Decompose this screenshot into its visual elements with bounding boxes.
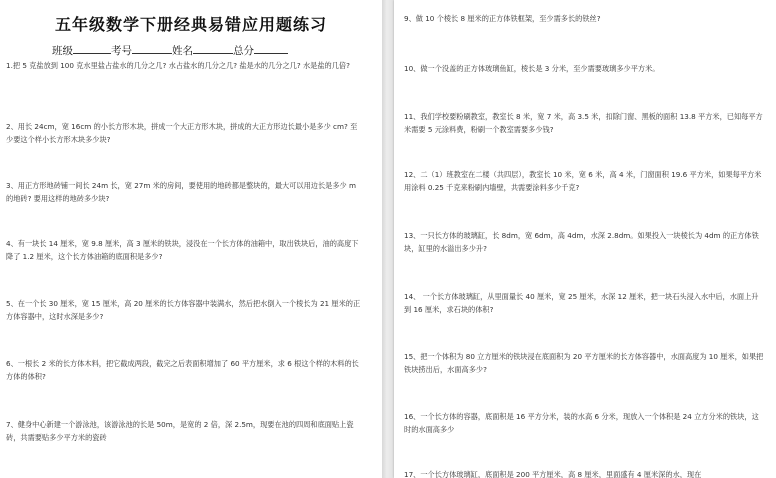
question-3: 3、用正方形地砖铺一间长 24m 长，宽 27m 米的房间，要使用的地砖都是整块的，最大可以用边长是多少 m 的地砖? 要用这样的地砖多少块? [6,181,356,203]
question-13: 13、一只长方体的玻璃缸，长 8dm，宽 6dm，高 4dm，水深 2.8dm。如果投入一块棱长为 4dm 的正方体铁块，缸里的水溢出多少升? [404,231,759,253]
question-9: 9、做 10 个棱长 8 厘米的正方体铁框架，至少需多长的铁丝? [404,14,601,23]
question-2: 2、用长 24cm，宽 16cm 的小长方形木块，拼成一个大正方形木块，拼成的大正方形边长最小是多少 cm? 至少要这个样小长方形木块多少块? [6,122,358,144]
question-1: 1.把 5 克盐放到 100 克水里盐占盐水的几分之几? 水占盐水的几分之几? 盐是水的几分之几? 水是盐的几倍? [6,61,350,70]
score-label: 总分 [233,45,254,57]
question-17: 17、一个长方体玻璃缸，底面积是 200 平方厘米，高 8 厘米，里面盛有 4 厘米深的水，现在 [404,470,702,478]
score-blank [254,42,288,54]
page-1 [0,0,382,478]
question-10: 10、做一个没盖的正方体玻璃鱼缸，棱长是 3 分米，至少需要玻璃多少平方米。 [404,64,660,73]
page-title: 五年级数学下册经典易错应用题练习 [54,15,327,34]
question-4: 4、有一块长 14 厘米，宽 9.8 厘米，高 3 厘米的铁块，浸没在一个长方体的油箱中，取出铁块后，油的高度下降了 1.2 厘米，这个长方体油箱的底面积是多少? [6,239,359,261]
class-label: 班级 [52,45,73,57]
name-blank [193,42,233,54]
question-5: 5、在一个长 30 厘米，宽 15 厘米，高 20 厘米的长方体容器中装满水，然后把水倒入一个棱长为 21 厘米的正方体容器中，这时水深是多少? [6,299,361,321]
question-16: 16、一个长方体的容器，底面积是 16 平方分米，装的水高 6 分米，现放入一个体积是 24 立方分米的铁块，这时的水面高多少 [404,412,759,434]
name-label: 姓名 [172,45,193,57]
number-label: 考号 [111,45,132,57]
number-blank [132,42,172,54]
question-14: 14、 一个长方体玻璃缸，从里面量长 40 厘米，宽 25 厘米，水深 12 厘米，把一块石头浸入水中后，水面上升到 16 厘米，求石块的体积? [404,292,759,314]
question-15: 15、把一个体积为 80 立方厘米的铁块浸在底面积为 20 平方厘米的长方体容器中，水面高度为 10 厘米，如果把铁块捞出后，水面高多少? [404,352,764,374]
student-info-line [52,42,288,58]
class-blank [73,42,111,54]
question-12: 12、二（1）班教室在二楼（共四层），教室长 10 米，宽 6 米，高 4 米，门窗面积 19.6 平方米，如果每平方米用涂料 0.25 千克来粉刷内墙壁，共需要涂料多少千克? [404,170,762,192]
question-11: 11、我们学校要粉刷教室，教室长 8 米，宽 7 米，高 3.5 米，扣除门窗、黑板的面积 13.8 平方米，已知每平方米需要 5 元涂料费，粉刷一个教室需要多少钱? [404,112,763,134]
page-2 [394,0,776,478]
question-7: 7、健身中心新建一个游泳池，该游泳池的长是 50m，是宽的 2 倍，深 2.5m，现要在池的四周和底面贴上瓷砖，共需要贴多少平方米的瓷砖 [6,420,354,442]
question-6: 6、一根长 2 米的长方体木料，把它截成两段，截完之后表面积增加了 60 平方厘米，求 6 根这个样的木料的长方体的体积? [6,359,359,381]
page-gap [382,0,394,478]
